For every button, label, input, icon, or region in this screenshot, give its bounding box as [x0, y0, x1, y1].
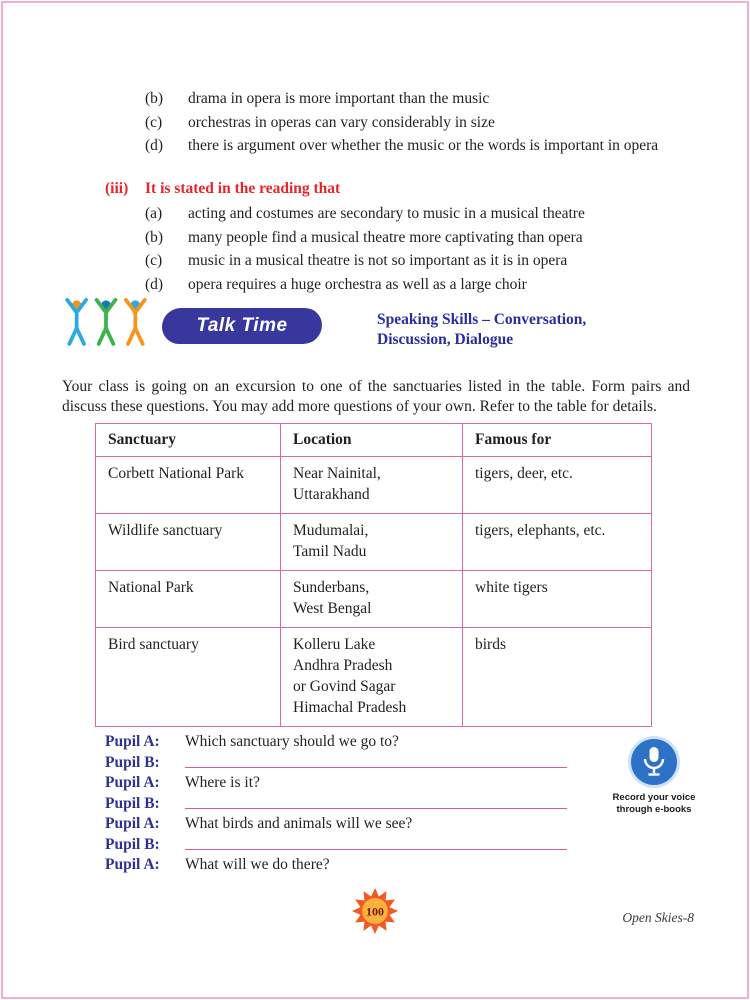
talk-time-section	[62, 296, 586, 352]
answer-line	[185, 754, 567, 768]
location-line: Uttarakhand	[293, 486, 370, 503]
cell-location	[281, 628, 463, 727]
location-line: West Bengal	[293, 600, 372, 617]
option-label: (b)	[145, 90, 164, 107]
page-number-star	[352, 888, 398, 934]
dialogue-row	[105, 795, 585, 816]
location-line: Sunderbans,	[293, 579, 370, 596]
cell-sanctuary: Corbett National Park	[96, 457, 281, 514]
table-row	[96, 457, 652, 514]
location-line: Mudumalai,	[293, 522, 369, 539]
cell-famous-for: white tigers	[463, 571, 652, 628]
answer-line	[185, 795, 567, 809]
cell-famous-for: birds	[463, 628, 652, 727]
dialogue-text: What will we do there?	[185, 856, 330, 873]
option-text: there is argument over whether the music or the words is important in opera	[188, 137, 659, 154]
option-label: (d)	[145, 137, 164, 154]
cell-location	[281, 514, 463, 571]
cell-location	[281, 457, 463, 514]
skills-subtitle-line1: Speaking Skills – Conversation,	[377, 311, 587, 328]
talk-time-badge	[162, 308, 322, 344]
list-item	[145, 227, 691, 248]
speaker-label: Pupil A:	[105, 815, 160, 832]
cell-famous-for: tigers, elephants, etc.	[463, 514, 652, 571]
list-item	[145, 135, 691, 156]
activity-instructions: Your class is going on an excursion to one of the sanctuaries listed in the table. Form pairs and discuss these questions. You may add more questions of your own. Refer to the table for details.	[62, 377, 690, 415]
table-header-row	[96, 424, 652, 457]
speaker-label: Pupil A:	[105, 733, 160, 750]
speaker-label: Pupil B:	[105, 794, 160, 812]
record-voice-line2: through e-books	[616, 803, 692, 815]
cell-location	[281, 571, 463, 628]
dialogue-row	[105, 836, 585, 857]
column-header-famous-for: Famous for	[463, 424, 652, 457]
option-label: (b)	[145, 228, 164, 246]
record-voice-widget	[604, 736, 704, 815]
dialogue-row	[105, 733, 585, 754]
speaker-label: Pupil A:	[105, 856, 160, 873]
location-line: or Govind Sagar	[293, 678, 396, 695]
microphone-button[interactable]	[628, 736, 680, 788]
pupil-dialogue	[105, 733, 585, 877]
speaker-label: Pupil B:	[105, 835, 160, 853]
option-label: (a)	[145, 205, 163, 222]
option-label: (d)	[145, 275, 164, 293]
people-figures-icon	[62, 296, 150, 352]
page-number: 100	[366, 904, 384, 919]
table-row	[96, 514, 652, 571]
dialogue-row	[105, 754, 585, 775]
cell-famous-for: tigers, deer, etc.	[463, 457, 652, 514]
dialogue-row	[105, 815, 585, 836]
option-text: acting and costumes are secondary to music in a musical theatre	[188, 205, 585, 222]
skills-subtitle	[377, 310, 586, 350]
option-text: orchestras in operas can vary considerably in size	[188, 113, 495, 131]
sanctuary-table	[95, 423, 652, 727]
option-text: opera requires a huge orchestra as well as a large choir	[188, 275, 527, 293]
record-voice-line1: Record your voice	[612, 792, 696, 803]
option-label: (c)	[145, 252, 163, 269]
column-header-sanctuary: Sanctuary	[96, 424, 281, 457]
table-row	[96, 628, 652, 727]
cell-sanctuary: Wildlife sanctuary	[96, 514, 281, 571]
location-line: Near Nainital,	[293, 465, 381, 482]
mcq-options-top	[145, 88, 691, 159]
dialogue-text: Where is it?	[185, 774, 260, 791]
dialogue-row	[105, 774, 585, 795]
location-line: Tamil Nadu	[293, 543, 367, 560]
microphone-icon	[639, 745, 669, 779]
option-label: (c)	[145, 113, 163, 131]
speaker-label: Pupil B:	[105, 753, 160, 771]
record-voice-label	[604, 792, 704, 815]
dialogue-row	[105, 856, 585, 877]
mcq-options-iii	[145, 203, 691, 297]
answer-line	[185, 836, 567, 850]
dialogue-text: Which sanctuary should we go to?	[185, 733, 399, 750]
table-row	[96, 571, 652, 628]
option-text: drama in opera is more important than the music	[188, 90, 490, 107]
speaker-label: Pupil A:	[105, 774, 160, 791]
cell-sanctuary: Bird sanctuary	[96, 628, 281, 727]
column-header-location: Location	[281, 424, 463, 457]
dialogue-text: What birds and animals will we see?	[185, 815, 413, 832]
location-line: Himachal Pradesh	[293, 699, 407, 716]
question-number: (iii)	[105, 180, 129, 197]
cell-sanctuary: National Park	[96, 571, 281, 628]
question-iii-heading	[105, 178, 340, 199]
talk-time-label: Talk Time	[196, 315, 288, 336]
list-item	[145, 112, 691, 133]
location-line: Andhra Pradesh	[293, 657, 393, 674]
question-text: It is stated in the reading that	[145, 180, 341, 197]
list-item	[145, 274, 691, 295]
book-title-footer: Open Skies-8	[622, 910, 694, 925]
option-text: many people find a musical theatre more captivating than opera	[188, 228, 583, 246]
skills-subtitle-line2: Discussion, Dialogue	[377, 331, 514, 348]
list-item	[145, 203, 691, 224]
location-line: Kolleru Lake	[293, 636, 376, 653]
option-text: music in a musical theatre is not so important as it is in opera	[188, 252, 568, 269]
list-item	[145, 250, 691, 271]
list-item	[145, 88, 691, 109]
